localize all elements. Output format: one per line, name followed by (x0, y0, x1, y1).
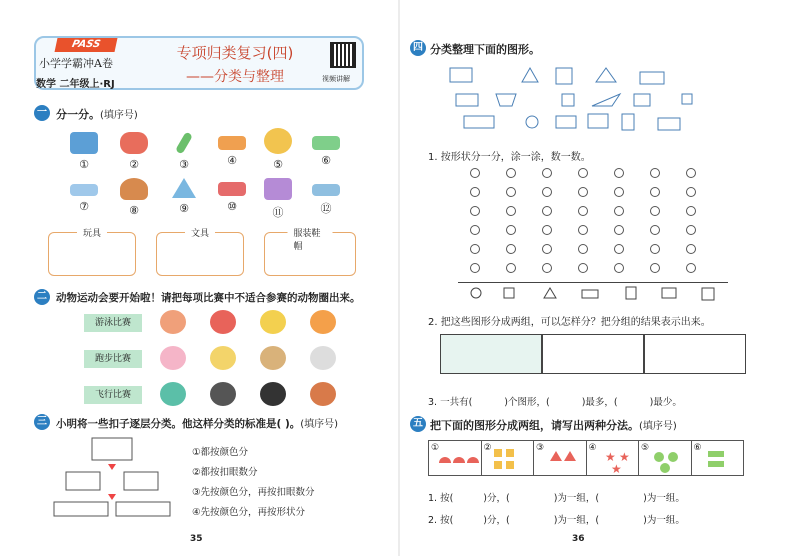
tally-circle[interactable] (542, 206, 552, 216)
cuboid-shape (456, 94, 478, 106)
tally-circle[interactable] (470, 206, 480, 216)
answer-line-2: 2. 按( )分，( )为一组，( )为一组。 (428, 515, 685, 526)
table-cell[interactable] (542, 334, 644, 374)
tally-circle[interactable] (506, 263, 516, 273)
item-3: ③ (164, 132, 204, 171)
grouping-table (440, 334, 746, 374)
eraser-icon (70, 184, 98, 196)
tally-circle[interactable] (470, 263, 480, 273)
cuboid-icon (582, 290, 598, 298)
cube-shape (556, 68, 572, 84)
sort-box-clothing[interactable]: 服装鞋帽 (264, 232, 356, 276)
sort-box-stationery[interactable]: 文具 (156, 232, 244, 276)
tally-circle[interactable] (614, 263, 624, 273)
circle-shape (526, 116, 538, 128)
tally-circle[interactable] (650, 244, 660, 254)
cuboid-shape (640, 72, 664, 84)
page-number-right: 36 (572, 534, 585, 544)
item-8: ⑧ (114, 178, 154, 217)
cube-shape (682, 94, 692, 104)
shape-group-6: ⑥ (692, 441, 744, 475)
fish-icon[interactable] (310, 310, 336, 334)
item-4: ④ (212, 132, 252, 167)
tally-circle[interactable] (542, 168, 552, 178)
page-title: 专项归类复习(四) (176, 44, 294, 62)
tally-circle[interactable] (506, 206, 516, 216)
rectangle-icons (692, 441, 744, 475)
cube-icon (702, 288, 714, 300)
question-4-2: 2. 把这些图形分成两组，可以怎样分？把分组的结果表示出来。 (428, 317, 711, 328)
tally-circle[interactable] (686, 206, 696, 216)
cuboid-shape (556, 116, 576, 128)
tree-leaf-right (116, 502, 170, 516)
page-divider (398, 0, 400, 556)
qr-label: 视频讲解 (322, 75, 350, 83)
star-icons (587, 441, 639, 475)
item-11: ⑪ (258, 178, 298, 220)
tally-circle[interactable] (614, 244, 624, 254)
section-badge-4: 四 (410, 40, 426, 56)
square-icons (482, 441, 534, 475)
cuboid-shape (658, 118, 680, 130)
section-badge-3: 三 (34, 414, 50, 430)
triangle-shape (592, 94, 620, 106)
item-12: ⑫ (306, 178, 346, 216)
qr-code-icon[interactable] (330, 42, 356, 68)
shape-groups-row (428, 440, 744, 476)
series-name: 小学学霸冲A卷 (39, 57, 113, 70)
section5-title: 把下面的图形分成两组，请写出两种分法。(填序号) (430, 419, 677, 432)
tally-circle[interactable] (470, 187, 480, 197)
square-icon (504, 288, 514, 298)
option-4: ④先按颜色分，再按形状分 (192, 507, 306, 518)
shape-group-3: ③ (534, 441, 587, 475)
item-2: ② (114, 132, 154, 171)
section3-title: 小明将一些扣子逐层分类。他这样分类的标准是( )。(填序号) (56, 418, 339, 430)
cylinder-icon (626, 287, 636, 299)
tally-circle[interactable] (578, 244, 588, 254)
crab-icon[interactable] (210, 310, 236, 334)
triangle-shape (596, 68, 616, 82)
tally-circle[interactable] (686, 263, 696, 273)
doll-icon (264, 128, 292, 154)
triangle-shape (522, 68, 538, 82)
option-2: ②都按扣眼数分 (192, 467, 258, 478)
tally-circle[interactable] (578, 206, 588, 216)
tally-circle[interactable] (578, 187, 588, 197)
svg-text:★: ★ (604, 450, 616, 464)
tally-circle[interactable] (614, 187, 624, 197)
item-9: ⑨ (164, 178, 204, 215)
option-1: ①都按颜色分 (192, 447, 249, 458)
answer-line-1: 1. 按( )分，( )为一组，( )为一组。 (428, 493, 685, 504)
tree-node-right (124, 472, 158, 490)
butterfly-icon[interactable] (210, 346, 236, 370)
section-badge-1: 一 (34, 105, 50, 121)
section1-title: 分一分。(填序号) (56, 108, 138, 121)
swallow-icon[interactable] (260, 382, 286, 406)
tally-circle[interactable] (506, 168, 516, 178)
shrimp-icon[interactable] (160, 310, 186, 334)
page-number-left: 35 (190, 534, 203, 544)
monkey-icon[interactable] (260, 346, 286, 370)
shapes-figure (446, 64, 726, 138)
tally-circle[interactable] (542, 225, 552, 235)
triangle-shape (496, 94, 516, 106)
section2-title: 动物运动会要开始啦！请把每项比赛中不适合参赛的动物圈出来。 (56, 292, 361, 304)
circle-icon (471, 288, 481, 298)
shoe-icon (218, 182, 246, 196)
item-6: ⑥ (306, 132, 346, 167)
bird-icon[interactable] (160, 382, 186, 406)
tally-circle[interactable] (686, 244, 696, 254)
event-swimming: 游泳比赛 (84, 314, 142, 332)
tally-circle[interactable] (542, 244, 552, 254)
table-cell[interactable] (644, 334, 746, 374)
tally-circle[interactable] (542, 263, 552, 273)
svg-text:★: ★ (610, 462, 622, 475)
tally-grid (470, 168, 720, 278)
item-7: ⑦ (64, 178, 104, 213)
grade-label: 数学 二年级上·RJ (36, 79, 115, 90)
question-4-3: 3. 一共有( )个图形，( )最多，( )最少。 (428, 397, 682, 408)
sort-box-toys[interactable]: 玩具 (48, 232, 136, 276)
event-flying: 飞行比赛 (84, 386, 142, 404)
tree-leaf-left (54, 502, 108, 516)
pencil-icon (175, 131, 193, 154)
tally-circle[interactable] (506, 187, 516, 197)
shorts-icon (264, 178, 292, 200)
event-running: 跑步比赛 (84, 350, 142, 368)
brand-logo: PASS (55, 38, 118, 52)
tally-circle[interactable] (686, 187, 696, 197)
rectangle-shape (450, 68, 472, 82)
semicircle-icons (429, 441, 481, 475)
tally-circle[interactable] (614, 206, 624, 216)
bat-icon[interactable] (210, 382, 236, 406)
tally-circle[interactable] (578, 263, 588, 273)
cylinder-shape (588, 114, 608, 128)
svg-text:★: ★ (618, 450, 630, 464)
shirt-icon (70, 132, 98, 154)
tally-circle[interactable] (470, 225, 480, 235)
triangle-icon (544, 288, 556, 298)
squirrel-icon[interactable] (310, 382, 336, 406)
circle-icons (639, 441, 691, 475)
tally-circle[interactable] (650, 206, 660, 216)
tally-circle[interactable] (650, 263, 660, 273)
cuboid-shape (464, 116, 494, 128)
section-badge-5: 五 (410, 416, 426, 432)
item-1: ① (64, 132, 104, 171)
toy-car-icon (120, 132, 148, 154)
chick-icon[interactable] (260, 310, 286, 334)
tally-circle[interactable] (614, 168, 624, 178)
cylinder-shape (622, 114, 634, 130)
dog-icon[interactable] (310, 346, 336, 370)
tally-circle[interactable] (506, 225, 516, 235)
question-4-1: 1. 按形状分一分，涂一涂，数一数。 (428, 152, 591, 163)
tally-circle[interactable] (650, 168, 660, 178)
tally-circle[interactable] (470, 168, 480, 178)
item-5: ⑤ (258, 128, 298, 171)
tally-circle[interactable] (614, 225, 624, 235)
tree-node-left (66, 472, 100, 490)
sneaker-icon (218, 136, 246, 150)
tally-circle[interactable] (578, 225, 588, 235)
section4-title: 分类整理下面的图形。 (430, 43, 540, 56)
rectangle-icon (662, 288, 676, 298)
tally-circle[interactable] (686, 168, 696, 178)
shape-axis-icons (458, 283, 728, 301)
item-10: ⑩ (212, 178, 252, 213)
shape-group-5: ⑤ (639, 441, 692, 475)
section-badge-2: 二 (34, 289, 50, 305)
triangle-icons (534, 441, 586, 475)
tree-root (92, 438, 132, 460)
toy-plane-icon (312, 184, 340, 196)
tally-circle[interactable] (470, 244, 480, 254)
tally-circle[interactable] (578, 168, 588, 178)
tally-circle[interactable] (686, 225, 696, 235)
shape-group-1: ① (429, 441, 482, 475)
hat-icon (120, 178, 148, 200)
arrow-down-icon (108, 494, 116, 500)
set-square-icon (172, 178, 196, 198)
cube-shape (562, 94, 574, 106)
shape-axis (458, 282, 728, 300)
tally-circle[interactable] (542, 187, 552, 197)
page-subtitle: ——分类与整理 (186, 69, 284, 85)
button-sorting-tree (52, 436, 172, 520)
tally-circle[interactable] (650, 187, 660, 197)
cube-shape (634, 94, 650, 106)
option-3: ③先按颜色分，再按扣眼数分 (192, 487, 315, 498)
tally-circle[interactable] (506, 244, 516, 254)
shape-group-4: ④ ★ ★ ★ (587, 441, 640, 475)
table-cell[interactable] (440, 334, 542, 374)
book-icon (312, 136, 340, 150)
shape-group-2: ② (482, 441, 535, 475)
cat-icon[interactable] (160, 346, 186, 370)
tally-circle[interactable] (650, 225, 660, 235)
arrow-down-icon (108, 464, 116, 470)
